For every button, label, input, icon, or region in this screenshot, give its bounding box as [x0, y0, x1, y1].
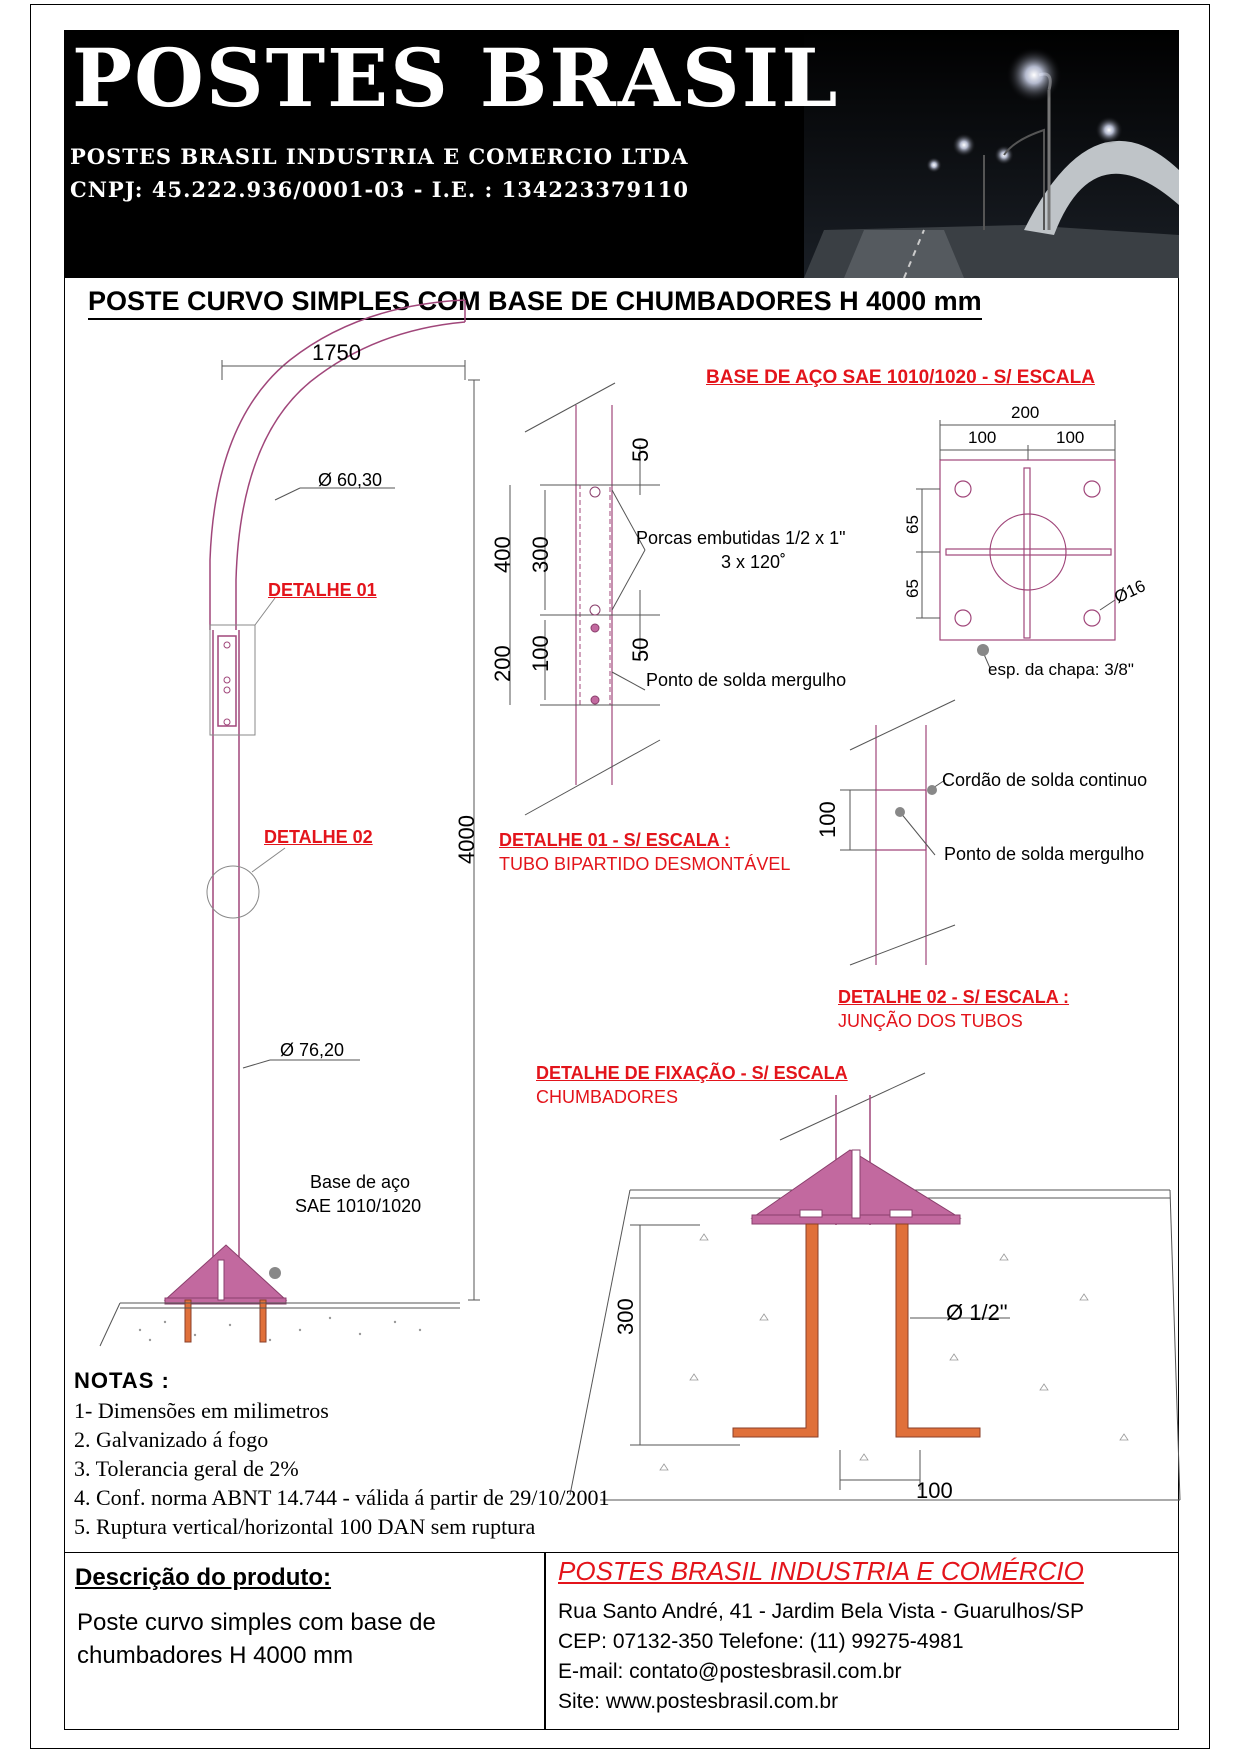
company-email[interactable]: E-mail: contato@postesbrasil.com.br	[558, 1660, 902, 1683]
fix-rod-diam: Ø 1/2"	[946, 1300, 1008, 1325]
note-item: 5. Ruptura vertical/horizontal 100 DAN sem ruptura	[74, 1514, 536, 1539]
company-name: POSTES BRASIL INDUSTRIA E COMÉRCIO	[558, 1556, 1084, 1586]
dim-diameter-lower: Ø 76,20	[280, 1040, 345, 1060]
base-label-1: Base de aço	[310, 1172, 411, 1192]
d01-dim-50a: 50	[628, 437, 653, 462]
dim-diameter-upper: Ø 60,30	[318, 470, 383, 490]
note-item: 3. Tolerancia geral de 2%	[74, 1456, 299, 1481]
fix-dim-100: 100	[916, 1478, 953, 1503]
d01-caption-sub: TUBO BIPARTIDO DESMONTÁVEL	[499, 854, 791, 874]
porcas-label: Porcas embutidas 1/2 x 1"	[636, 528, 846, 548]
brand-logo: POSTES BRASIL	[72, 31, 840, 125]
fix-dim-300: 300	[613, 1298, 638, 1335]
detail02-tag: DETALHE 02	[264, 827, 373, 847]
base-plate-square	[940, 460, 1115, 640]
bp-dim-65a: 65	[903, 515, 922, 534]
d01-dim-200: 200	[490, 645, 515, 682]
company-line: POSTES BRASIL INDUSTRIA E COMERCIO LTDA	[70, 144, 689, 169]
d01-dim-400: 400	[490, 536, 515, 573]
notes-title: NOTAS :	[74, 1368, 170, 1393]
detail01-tag: DETALHE 01	[268, 580, 377, 600]
company-site[interactable]: Site: www.postesbrasil.com.br	[558, 1690, 839, 1713]
cnpj-line: CNPJ: 45.222.936/0001-03 - I.E. : 134223379110	[70, 177, 689, 202]
note-item: 2. Galvanizado á fogo	[74, 1427, 269, 1452]
d02-caption-sub: JUNÇÃO DOS TUBOS	[838, 1011, 1023, 1031]
dim-4000: 4000	[454, 815, 479, 864]
bp-dim-100b: 100	[1056, 428, 1085, 447]
d02-ponto: Ponto de solda mergulho	[944, 844, 1145, 864]
company-address: Rua Santo André, 41 - Jardim Bela Vista - Guarulhos/SP	[558, 1600, 1085, 1623]
anchor-rod-left	[733, 1224, 818, 1437]
d02-dim-100: 100	[815, 801, 840, 838]
footer-divider	[544, 1552, 546, 1730]
porcas-angle: 3 x 120˚	[721, 552, 787, 572]
anchor-rod-right	[896, 1224, 980, 1437]
fix-caption-sub: CHUMBADORES	[536, 1087, 679, 1107]
detail01-callout-box	[210, 625, 255, 735]
d01-caption-title: DETALHE 01 - S/ ESCALA :	[499, 830, 731, 850]
fix-caption-title: DETALHE DE FIXAÇÃO - S/ ESCALA	[536, 1063, 848, 1083]
bp-hole-diam: Ø16	[1111, 576, 1149, 607]
d01-ponto-label: Ponto de solda mergulho	[646, 670, 847, 690]
note-item: 1- Dimensões em milimetros	[74, 1398, 329, 1423]
bp-thickness: esp. da chapa: 3/8"	[988, 660, 1134, 679]
d01-dim-50b: 50	[628, 637, 653, 662]
dim-1750: 1750	[312, 340, 361, 365]
d01-dim-300: 300	[528, 536, 553, 573]
bp-dim-200: 200	[1011, 403, 1040, 422]
base-plate-title: BASE DE AÇO SAE 1010/1020 - S/ ESCALA	[706, 367, 1095, 388]
bp-dim-100a: 100	[968, 428, 997, 447]
note-item: 4. Conf. norma ABNT 14.744 - válida á partir de 29/10/2001	[74, 1485, 610, 1510]
main-base-plate	[165, 1245, 286, 1300]
d02-caption-title: DETALHE 02 - S/ ESCALA :	[838, 987, 1070, 1007]
d02-cordao: Cordão de solda continuo	[942, 770, 1148, 790]
company-cep-phone: CEP: 07132-350 Telefone: (11) 99275-4981	[558, 1630, 964, 1653]
base-label-2: SAE 1010/1020	[295, 1196, 422, 1216]
detail02-callout-circle	[207, 866, 259, 918]
page-title: POSTE CURVO SIMPLES COM BASE DE CHUMBADORES H 4000 mm	[88, 286, 982, 320]
description-heading: Descrição do produto:	[75, 1564, 332, 1591]
description-text: Poste curvo simples com base de chumbadores H 4000 mm	[77, 1609, 436, 1669]
bp-dim-65b: 65	[903, 579, 922, 598]
d01-dim-100: 100	[528, 635, 553, 672]
